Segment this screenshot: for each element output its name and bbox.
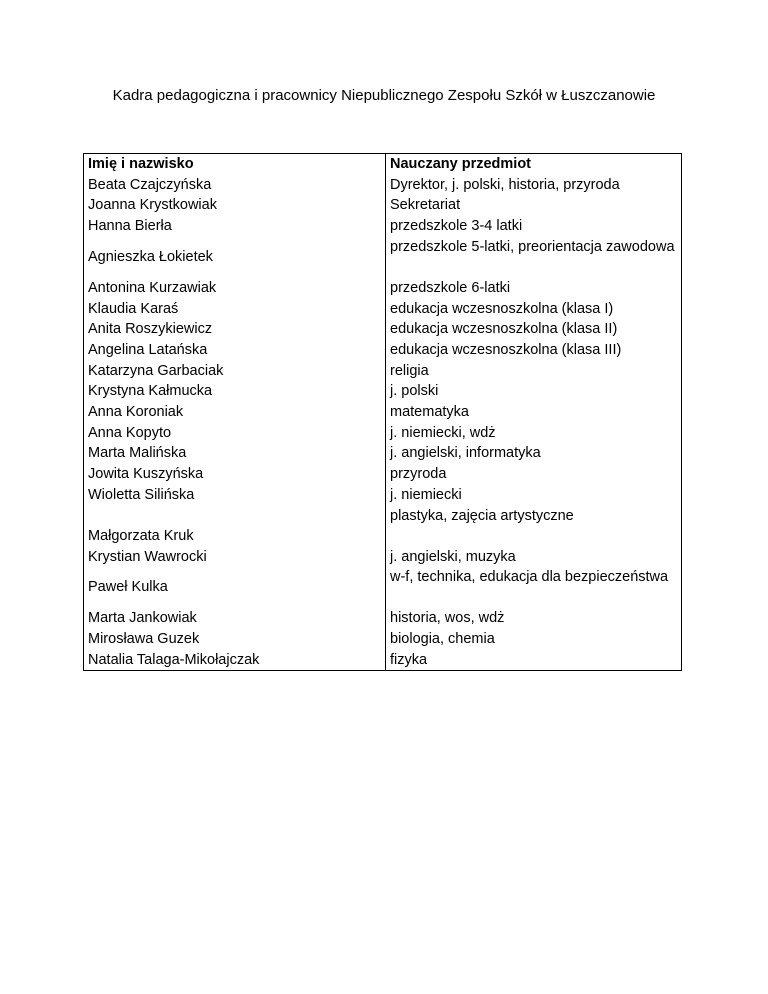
table-row: [84, 629, 682, 650]
subject-cell: historia, wos, wdż: [386, 608, 682, 629]
subject-cell: przedszkole 5-latki, preorientacja zawodowa: [386, 237, 682, 278]
subject-cell: w-f, technika, edukacja dla bezpieczeństwa: [386, 567, 682, 608]
table-row: [84, 443, 682, 464]
table-row: [84, 608, 682, 629]
table-row: [84, 299, 682, 320]
table-row: [84, 402, 682, 423]
table-row: [84, 464, 682, 485]
subject-cell: edukacja wczesnoszkolna (klasa I): [386, 299, 682, 320]
staff-name-cell: Anna Koroniak: [84, 402, 386, 423]
staff-name-cell: Antonina Kurzawiak: [84, 278, 386, 299]
staff-name-cell: Hanna Bierła: [84, 216, 386, 237]
staff-name-cell: Krystian Wawrocki: [84, 547, 386, 568]
subject-cell: fizyka: [386, 650, 682, 671]
staff-name-cell: Małgorzata Kruk: [84, 506, 386, 547]
table-row: [84, 547, 682, 568]
table-row: [84, 485, 682, 506]
column-header-name: Imię i nazwisko: [84, 154, 386, 175]
subject-cell: matematyka: [386, 402, 682, 423]
subject-cell: j. angielski, muzyka: [386, 547, 682, 568]
staff-table: [83, 153, 682, 671]
subject-cell: Sekretariat: [386, 195, 682, 216]
subject-cell: j. angielski, informatyka: [386, 443, 682, 464]
subject-cell: Dyrektor, j. polski, historia, przyroda: [386, 175, 682, 196]
staff-name-cell: Angelina Latańska: [84, 340, 386, 361]
subject-cell: biologia, chemia: [386, 629, 682, 650]
subject-cell: religia: [386, 361, 682, 382]
table-row: [84, 650, 682, 671]
subject-cell: j. niemiecki, wdż: [386, 423, 682, 444]
subject-cell: edukacja wczesnoszkolna (klasa II): [386, 319, 682, 340]
subject-cell: edukacja wczesnoszkolna (klasa III): [386, 340, 682, 361]
staff-name-cell: Agnieszka Łokietek: [84, 237, 386, 278]
staff-name-cell: Jowita Kuszyńska: [84, 464, 386, 485]
subject-cell: przedszkole 3-4 latki: [386, 216, 682, 237]
table-row: [84, 361, 682, 382]
staff-name-cell: Wioletta Silińska: [84, 485, 386, 506]
table-row: [84, 423, 682, 444]
table-row: [84, 381, 682, 402]
page-title: Kadra pedagogiczna i pracownicy Niepublicznego Zespołu Szkół w Łuszczanowie: [112, 87, 656, 104]
table-row: [84, 175, 682, 196]
subject-cell: przedszkole 6-latki: [386, 278, 682, 299]
staff-name-cell: Marta Jankowiak: [84, 608, 386, 629]
table-header-row: [84, 154, 682, 175]
staff-name-cell: Paweł Kulka: [84, 567, 386, 608]
staff-name-cell: Klaudia Karaś: [84, 299, 386, 320]
subject-cell: przyroda: [386, 464, 682, 485]
staff-name-cell: Mirosława Guzek: [84, 629, 386, 650]
subject-cell: plastyka, zajęcia artystyczne: [386, 506, 682, 547]
table-row: [84, 340, 682, 361]
column-header-subject: Nauczany przedmiot: [386, 154, 682, 175]
table-row: [84, 319, 682, 340]
staff-name-cell: Katarzyna Garbaciak: [84, 361, 386, 382]
table-row: [84, 567, 682, 608]
staff-name-cell: Marta Malińska: [84, 443, 386, 464]
staff-name-cell: Anna Kopyto: [84, 423, 386, 444]
table-row: [84, 195, 682, 216]
staff-name-cell: Beata Czajczyńska: [84, 175, 386, 196]
table-row: [84, 278, 682, 299]
table-row: [84, 216, 682, 237]
subject-cell: j. niemiecki: [386, 485, 682, 506]
subject-cell: j. polski: [386, 381, 682, 402]
staff-name-cell: Anita Roszykiewicz: [84, 319, 386, 340]
table-row: [84, 237, 682, 278]
staff-name-cell: Krystyna Kałmucka: [84, 381, 386, 402]
staff-name-cell: Natalia Talaga-Mikołajczak: [84, 650, 386, 671]
staff-name-cell: Joanna Krystkowiak: [84, 195, 386, 216]
table-row: [84, 506, 682, 547]
